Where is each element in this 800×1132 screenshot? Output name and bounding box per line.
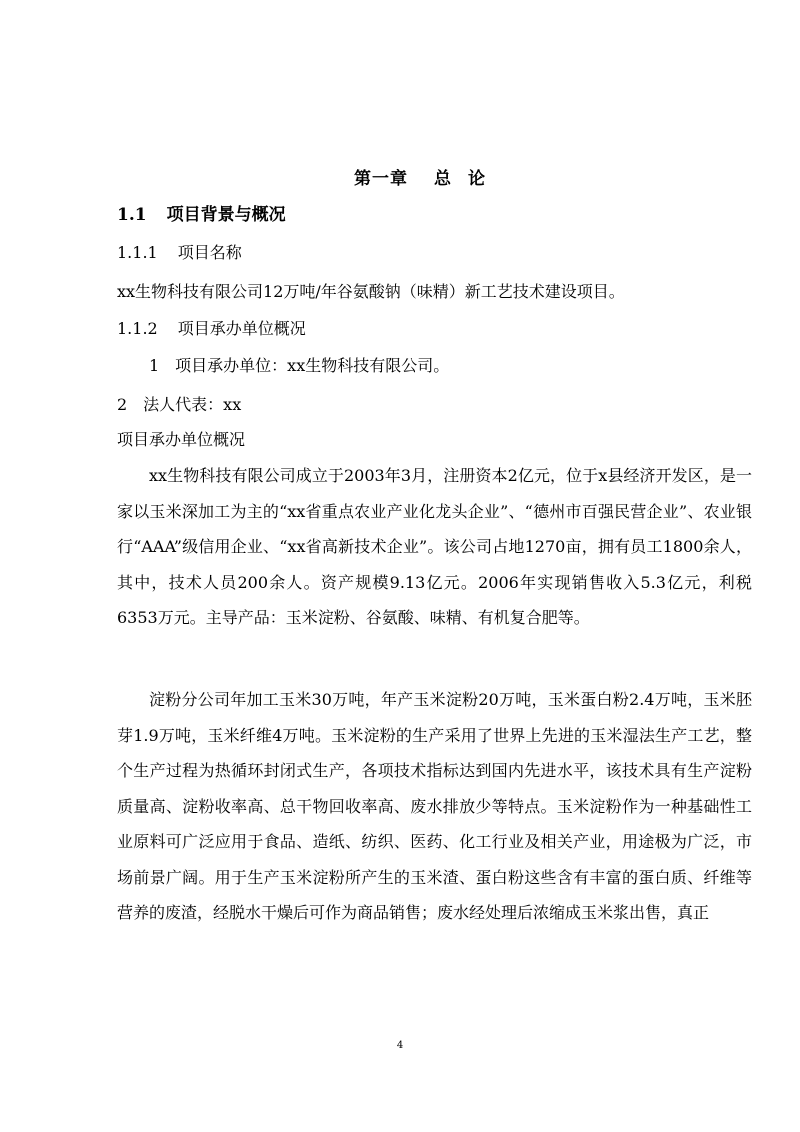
sub-heading: 项目承办单位概况	[117, 430, 246, 449]
paragraph-starch-branch: 淀粉分公司年加工玉米30万吨，年产玉米淀粉20万吨，玉米蛋白粉2.4万吨，玉米胚芽1.9万吨，玉米纤维4万吨。玉米淀粉的生产采用了世界上先进的玉米湿法生产工艺，整个生产过程为热循环封闭式生产，各项技术指标达到国内先进水平，该技术具有生产淀粉质量高、淀粉收率高、总干物回收率高、废水排放少等特点。玉米淀粉作为一种基础性工业原料可广泛应用于食品、造纸、纺织、医药、化工行业及相关产业，用途极为广泛，市场前景广阔。用于生产玉米淀粉所产生的玉米渣、蛋白粉这些含有丰富的蛋白质、纤维等营养的废渣，经脱水干燥后可作为商品销售；废水经处理后浓缩成玉米浆出售，真正	[117, 690, 752, 922]
section-heading-1-1-2	[117, 319, 306, 339]
section-title: 项目背景与概况	[166, 205, 286, 225]
subsection-number: 1.1.2	[117, 319, 158, 338]
chapter-word-1: 总	[434, 169, 452, 189]
paragraph-company-overview: xx生物科技有限公司成立于2003年3月，注册资本2亿元，位于x县经济开发区，是一家以玉米深加工为主的“xx省重点农业产业化龙头企业”、“德州市百强民营企业”、农业银行“AAA”级信用企业、“xx省高新技术企业”。该公司占地1270亩，拥有员工1800余人，其中，技术人员200余人。资产规模9.13亿元。2006年实现销售收入5.3亿元，利税6353万元。主导产品：玉米淀粉、谷氨酸、味精、有机复合肥等。	[117, 466, 752, 627]
section-heading-1-1-1	[117, 243, 242, 263]
list-item-1: 1 项目承办单位：xx生物科技有限公司。	[149, 356, 450, 375]
chapter-number: 第一章	[354, 169, 408, 189]
subsection-title: 项目承办单位概况	[177, 319, 306, 338]
section-number: 1.1	[117, 205, 147, 225]
subsection-title: 项目名称	[177, 243, 242, 262]
page-number: 4	[396, 1040, 404, 1051]
subsection-number: 1.1.1	[117, 243, 158, 262]
section-heading-1-1	[117, 205, 286, 225]
list-item-2: 2 法人代表：xx	[117, 395, 242, 414]
project-name-text: xx生物科技有限公司12万吨/年谷氨酸钠（味精）新工艺技术建设项目。	[117, 282, 625, 301]
chapter-title	[0, 164, 800, 189]
chapter-word-2: 论	[468, 169, 486, 189]
